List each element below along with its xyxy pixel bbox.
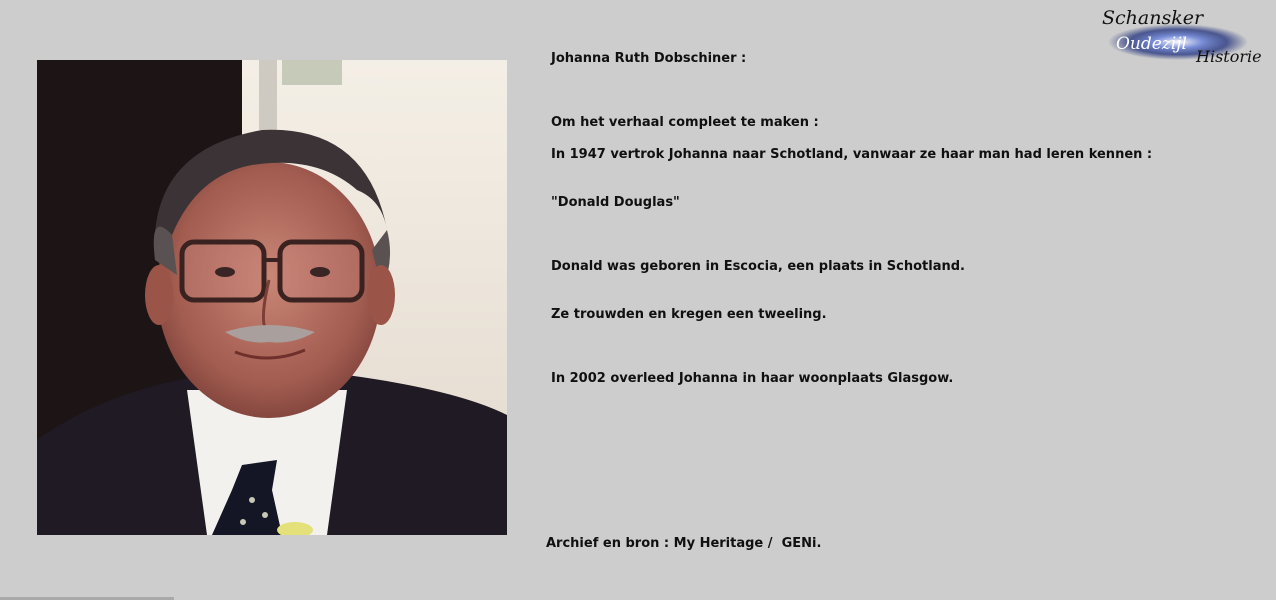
portrait-illustration [37,60,507,535]
logo-word-oudezijl: Oudezijl [1116,34,1187,54]
source-credit-text: Archief en bron : My Heritage / GENi. [546,536,822,551]
person-name-heading: Johanna Ruth Dobschiner : [551,51,747,66]
death-2002-text: In 2002 overleed Johanna in haar woonplaats Glasgow. [551,371,954,386]
logo-word-schansker: Schansker [1102,7,1204,29]
husband-birthplace-text: Donald was geboren in Escocia, een plaats in Schotland. [551,259,965,274]
site-logo[interactable] [1100,4,1272,68]
husband-name-text: "Donald Douglas" [551,195,680,210]
logo-word-historie: Historie [1196,47,1262,66]
story-intro-text: Om het verhaal compleet te maken : [551,115,819,130]
story-1947-text: In 1947 vertrok Johanna naar Schotland, vanwaar ze haar man had leren kennen : [551,147,1153,162]
portrait-photo [37,60,507,535]
logo-graphic [1100,4,1272,68]
marriage-twins-text: Ze trouwden en kregen een tweeling. [551,307,827,322]
